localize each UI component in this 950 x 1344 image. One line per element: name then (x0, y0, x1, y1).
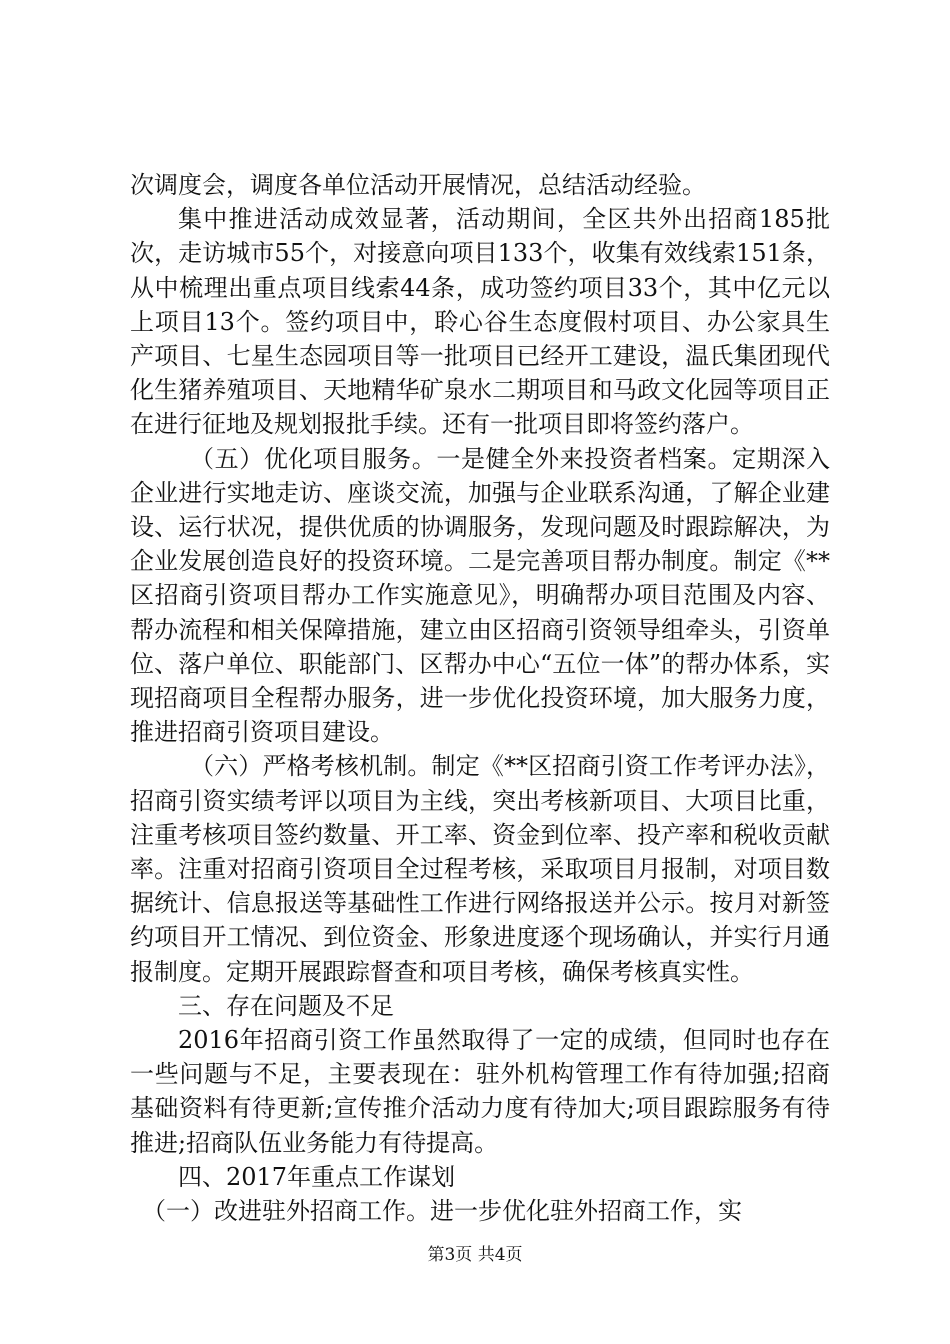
paragraph-project-service: （五）优化项目服务。一是健全外来投资者档案。定期深入企业进行实地走访、座谈交流，加强与企业联系沟通，了解企业建设、运行状况，提供优质的协调服务，发现问题及时跟踪解决，为企业发展创造良好的投资环境。二是完善项目帮办制度。制定《**区招商引资项目帮办工作实施意见》，明确帮办项目范围及内容、帮办流程和相关保障措施，建立由区招商引资领导组牵头，引资单位、落户单位、职能部门、区帮办中心“五位一体”的帮办体系，实现招商项目全程帮办服务，进一步优化投资环境，加大服务力度，推进招商引资项目建设。 (130, 444, 830, 747)
section-heading-plan: 四、2017年重点工作谋划 (178, 1162, 456, 1191)
document-body (130, 168, 830, 1228)
section-heading-problems: 三、存在问题及不足 (178, 991, 394, 1020)
paragraph-continuation: 次调度会，调度各单位活动开展情况，总结活动经验。 (130, 171, 706, 199)
paragraph-results: 集中推进活动成效显著，活动期间，全区共外出招商185批次，走访城市55个，对接意向项目133个，收集有效线索151条，从中梳理出重点项目线索44条，成功签约项目33个，其中亿元以上项目13个。签约项目中，聆心谷生态度假村项目、办公家具生产项目、七星生态园项目等一批项目已经开工建设，温氏集团现代化生猪养殖项目、天地精华矿泉水二期项目和马政文化园等项目正在进行征地及规划报批手续。还有一批项目即将签约落户。 (130, 205, 830, 439)
paragraph-plan-item-1: （一）改进驻外招商工作。进一步优化驻外招商工作，实 (142, 1197, 742, 1226)
paragraph-problems: 2016年招商引资工作虽然取得了一定的成绩，但同时也存在一些问题与不足，主要表现在：驻外机构管理工作有待加强;招商基础资料有待更新;宣传推介活动力度有待加大;项目跟踪服务有待推进;招商队伍业务能力有待提高。 (130, 1026, 830, 1157)
paragraph-assessment: （六）严格考核机制。制定《**区招商引资工作考评办法》，招商引资实绩考评以项目为主线，突出考核新项目、大项目比重，注重考核项目签约数量、开工率、资金到位率、投产率和税收贡献率。注重对招商引资项目全过程考核，采取项目月报制，对项目数据统计、信息报送等基础性工作进行网络报送并公示。按月对新签约项目开工情况、到位资金、形象进度逐个现场确认，并实行月通报制度。定期开展跟踪督查和项目考核，确保考核真实性。 (130, 752, 830, 986)
page-footer: 第3页 共4页 (427, 1245, 523, 1265)
